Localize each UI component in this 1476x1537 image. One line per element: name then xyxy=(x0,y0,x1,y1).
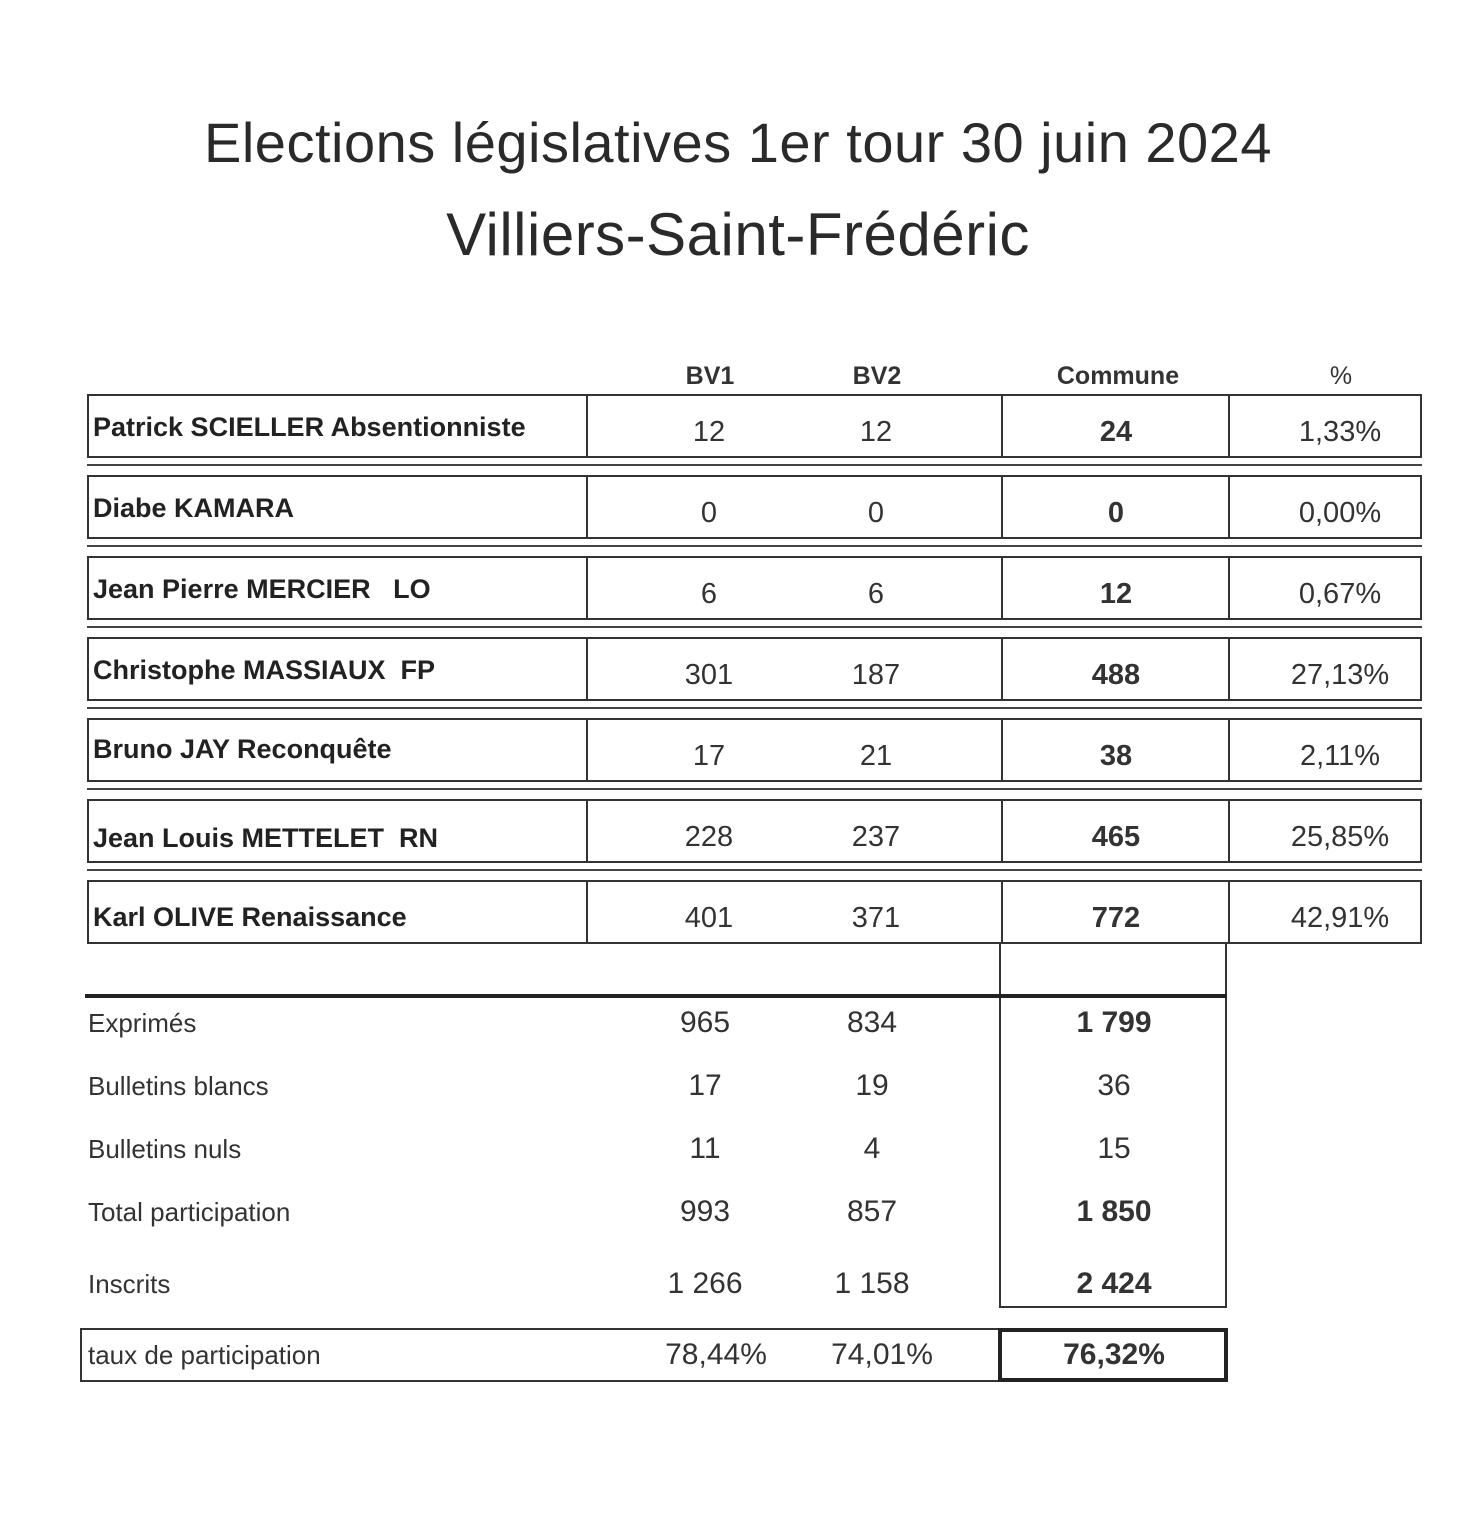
page-subtitle: Villiers-Saint-Frédéric xyxy=(446,201,1030,268)
candidate-name: Jean Louis METTELET RN xyxy=(93,823,439,853)
candidate-percent: 0,00% xyxy=(1298,497,1382,529)
stat-label: Bulletins blancs xyxy=(88,1071,269,1101)
stat-bv1: 17 xyxy=(688,1069,722,1102)
row-divider xyxy=(87,869,1422,871)
candidate-name: Bruno JAY Reconquête xyxy=(93,734,392,764)
candidate-commune: 488 xyxy=(1091,659,1141,691)
candidate-bv2: 12 xyxy=(859,416,893,448)
candidate-name: Diabe KAMARA xyxy=(93,493,295,523)
candidate-commune: 772 xyxy=(1091,902,1141,934)
row-divider xyxy=(87,545,1422,547)
stat-label: Inscrits xyxy=(88,1269,171,1299)
stat-commune: 1 850 xyxy=(1076,1195,1152,1228)
participation-rate-bv1: 78,44% xyxy=(665,1338,767,1371)
stat-bv1: 965 xyxy=(679,1006,731,1039)
page-title: Elections législatives 1er tour 30 juin 2024 xyxy=(204,111,1272,174)
stat-commune: 2 424 xyxy=(1076,1267,1152,1300)
candidate-bv1: 6 xyxy=(700,578,718,610)
column-header-bv1: BV1 xyxy=(685,362,735,390)
candidate-percent: 25,85% xyxy=(1290,821,1390,853)
column-header-percent: % xyxy=(1329,362,1353,390)
candidate-name: Jean Pierre MERCIER LO xyxy=(93,574,431,604)
candidate-commune: 38 xyxy=(1099,740,1133,772)
candidate-percent: 0,67% xyxy=(1298,578,1382,610)
candidate-bv1: 0 xyxy=(700,497,718,529)
stat-row-total-participation xyxy=(88,1187,1228,1237)
stat-commune: 36 xyxy=(1097,1069,1131,1102)
stat-bv2: 4 xyxy=(863,1132,881,1165)
row-divider xyxy=(87,626,1422,628)
stat-label: Exprimés xyxy=(88,1008,197,1038)
stat-bv1: 993 xyxy=(679,1195,731,1228)
participation-rate-label: taux de participation xyxy=(88,1340,321,1370)
participation-rate-bv2: 74,01% xyxy=(831,1338,933,1371)
row-divider xyxy=(87,464,1422,466)
stat-label: Total participation xyxy=(88,1197,291,1227)
candidate-bv2: 0 xyxy=(867,497,885,529)
stat-bv2: 1 158 xyxy=(834,1267,910,1300)
participation-rate-commune-cell xyxy=(998,1328,1228,1382)
candidate-bv1: 301 xyxy=(684,659,734,691)
column-header-commune: Commune xyxy=(1056,362,1180,390)
stat-bv1: 1 266 xyxy=(667,1267,743,1300)
stat-bv2: 834 xyxy=(846,1006,898,1039)
candidate-commune: 24 xyxy=(1099,416,1133,448)
candidate-percent: 27,13% xyxy=(1290,659,1390,691)
candidate-name: Karl OLIVE Renaissance xyxy=(93,902,407,932)
row-divider xyxy=(87,788,1422,790)
candidate-bv2: 237 xyxy=(851,821,901,853)
candidate-bv1: 17 xyxy=(692,740,726,772)
row-divider xyxy=(87,707,1422,709)
candidate-name: Patrick SCIELLER Absentionniste xyxy=(93,412,526,442)
stat-row-exprimes xyxy=(88,998,1228,1048)
candidate-name: Christophe MASSIAUX FP xyxy=(93,655,436,685)
stat-bv2: 19 xyxy=(855,1069,889,1102)
candidate-bv1: 12 xyxy=(692,416,726,448)
candidate-percent: 42,91% xyxy=(1290,902,1390,934)
candidate-percent: 1,33% xyxy=(1298,416,1382,448)
stat-bv2: 857 xyxy=(846,1195,898,1228)
candidate-commune: 12 xyxy=(1099,578,1133,610)
candidate-bv2: 371 xyxy=(851,902,901,934)
stat-commune: 15 xyxy=(1097,1132,1131,1165)
candidate-bv2: 6 xyxy=(867,578,885,610)
candidate-bv2: 187 xyxy=(851,659,901,691)
candidate-bv1: 401 xyxy=(684,902,734,934)
column-header-bv2: BV2 xyxy=(852,362,902,390)
stat-row-blancs xyxy=(88,1061,1228,1111)
stat-commune: 1 799 xyxy=(1076,1006,1152,1039)
participation-rate-commune: 76,32% xyxy=(1063,1338,1165,1371)
stat-label: Bulletins nuls xyxy=(88,1134,242,1164)
candidate-bv1: 228 xyxy=(684,821,734,853)
candidate-commune: 0 xyxy=(1107,497,1125,529)
stat-bv1: 11 xyxy=(689,1132,721,1165)
candidate-percent: 2,11% xyxy=(1299,740,1381,772)
candidate-commune: 465 xyxy=(1091,821,1141,853)
stat-row-nuls xyxy=(88,1124,1228,1174)
participation-rate-row xyxy=(80,1328,1226,1382)
stat-row-inscrits xyxy=(88,1259,1228,1309)
candidate-bv2: 21 xyxy=(859,740,893,772)
